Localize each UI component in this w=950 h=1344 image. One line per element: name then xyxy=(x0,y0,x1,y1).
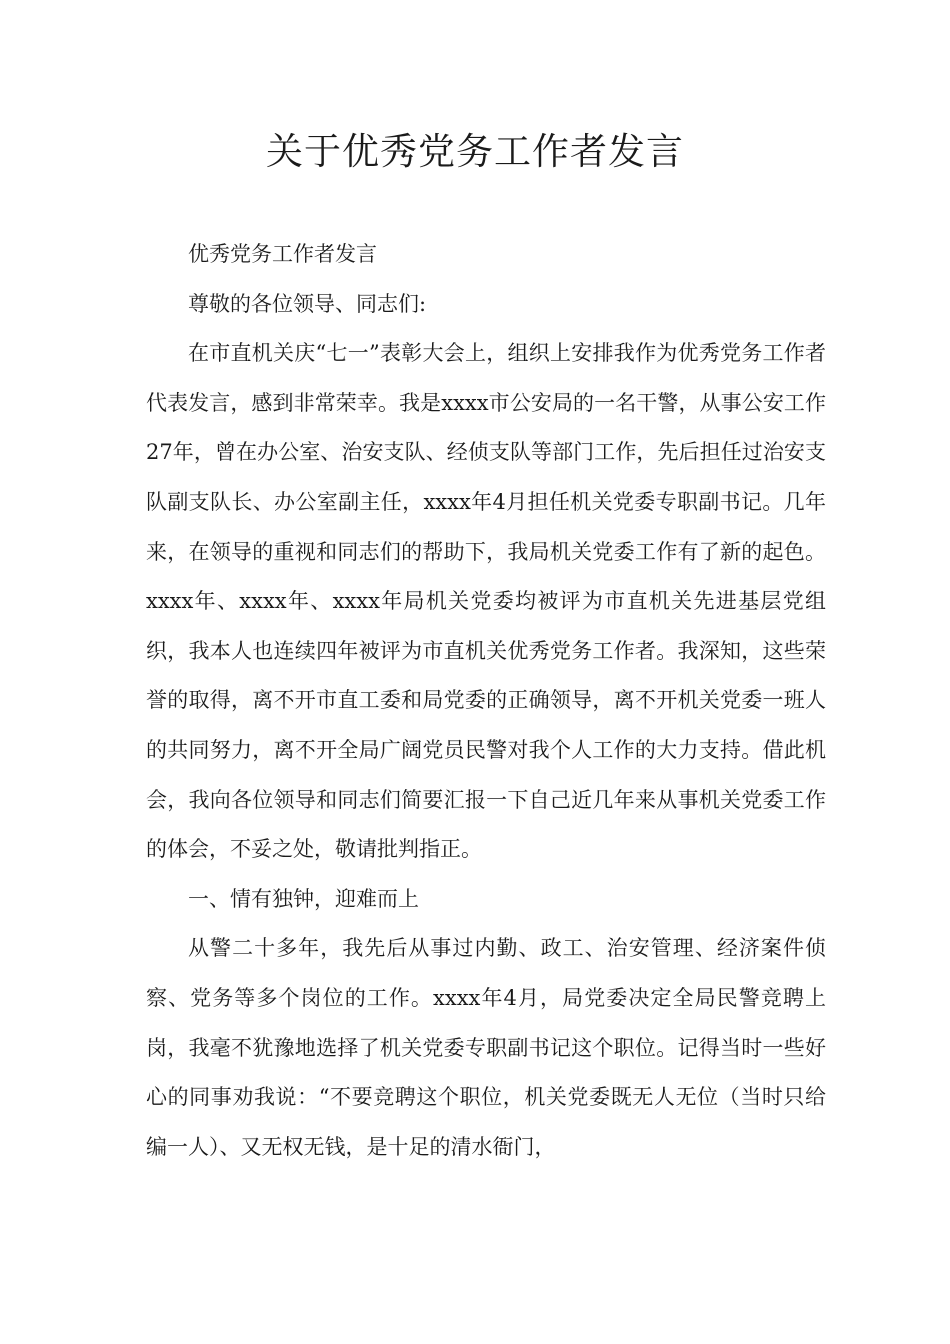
paragraph-salutation: 尊敬的各位领导、同志们: xyxy=(188,291,427,316)
section-heading-1: 一、情有独钟，迎难而上 xyxy=(188,886,419,911)
paragraph-intro: 在市直机关庆“七一”表彰大会上，组织上安排我作为优秀党务工作者代表发言，感到非常荣幸。我是xxxx市公安局的一名干警，从事公安工作27年，曾在办公室、治安支队、经侦支队等部门工作，先后担任过治安支队副支队长、办公室副主任，xxxx年4月担任机关党委专职副书记。几年来，在领导的重视和同志们的帮助下，我局机关党委工作有了新的起色。xxxx年、xxxx年、xxxx年局机关党委均被评为市直机关先进基层党组织，我本人也连续四年被评为市直机关优秀党务工作者。我深知，这些荣誉的取得，离不开市直工委和局党委的正确领导，离不开机关党委一班人的共同努力，离不开全局广阔党员民警对我个人工作的大力支持。借此机会，我向各位领导和同志们简要汇报一下自己近几年来从事机关党委工作的体会，不妥之处，敬请批判指正。 xyxy=(146,341,826,862)
paragraph-section-1: 从警二十多年，我先后从事过内勤、政工、治安管理、经济案件侦察、党务等多个岗位的工作。xxxx年4月，局党委决定全局民警竞聘上岗，我毫不犹豫地选择了机关党委专职副书记这个职位。记得当时一些好心的同事劝我说：“不要竞聘这个职位，机关党委既无人无位（当时只给编一人）、又无权无钱，是十足的清水衙门， xyxy=(146,936,826,1159)
paragraph-subtitle: 优秀党务工作者发言 xyxy=(188,242,377,266)
document-body xyxy=(146,230,826,1172)
document-title: 关于优秀党务工作者发言 xyxy=(266,130,684,173)
